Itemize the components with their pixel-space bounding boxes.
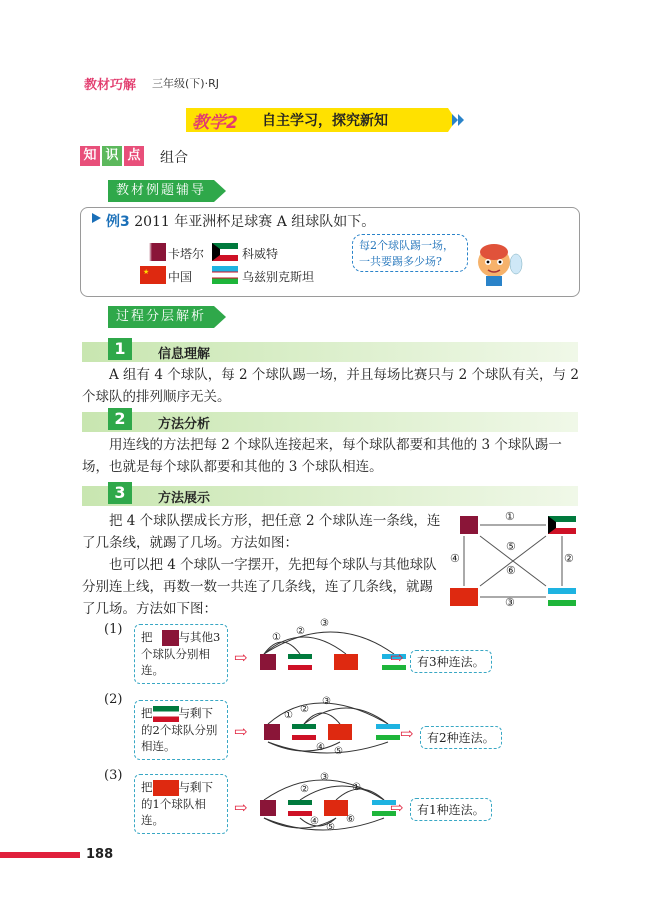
page-number: 188 — [86, 847, 114, 862]
china-flag-icon — [153, 780, 179, 796]
play-icon — [92, 213, 102, 223]
panel-index: (1) — [104, 622, 123, 637]
panel-index: (3) — [104, 768, 123, 783]
china-flag-icon — [140, 266, 166, 284]
uzbekistan-flag-icon — [212, 266, 238, 284]
arc-label: ③ — [322, 696, 331, 707]
arc-label: ① — [352, 782, 361, 793]
banner-text: 自主学习，探究新知 — [262, 113, 388, 129]
arrow-icon: ⇨ — [234, 798, 248, 817]
svg-text:★: ★ — [143, 268, 150, 276]
qatar-flag-icon — [153, 630, 179, 646]
arrow-icon: ⇨ — [234, 722, 248, 741]
team-qatar: 卡塔尔 — [168, 247, 205, 261]
knowledge-tag — [80, 146, 144, 166]
step-number: 2 — [108, 408, 132, 430]
step-number: 3 — [108, 482, 132, 504]
arc-label: ④ — [316, 742, 325, 753]
tab-process-analysis: 过程分层解析 — [108, 306, 214, 328]
book-brand: 教材巧解 — [84, 78, 137, 93]
num-mark: ⑥ — [506, 564, 516, 577]
num-mark: ⑤ — [506, 540, 516, 553]
method-paragraph-2: 也可以把 4 个球队一字摆开，先把每个球队与其他球队分别连上线，再数一数一共连了几条线，连了几条线，就踢了几场。方法如下图： — [82, 557, 437, 617]
cartoon-character-icon — [470, 238, 524, 288]
tag-char: 点 — [124, 146, 144, 166]
arc-label: ② — [296, 626, 305, 637]
tag-char: 识 — [102, 146, 122, 166]
arc-label: ⑥ — [346, 814, 355, 825]
panel-3-description: 把 与剩下的1个球队相连。 — [134, 774, 228, 834]
kuwait-flag-icon — [153, 706, 179, 722]
tab-example-guide: 教材例题辅导 — [108, 180, 214, 202]
arc-label: ① — [272, 632, 281, 643]
knowledge-title: 组合 — [160, 150, 188, 166]
example-label: 例3 — [106, 214, 130, 230]
num-mark: ① — [505, 510, 515, 523]
arrow-icon: ⇨ — [390, 798, 404, 817]
panel-index: (2) — [104, 692, 123, 707]
kuwait-flag-icon — [212, 243, 238, 261]
step-bar-2 — [82, 409, 578, 432]
question-bubble: 每2个球队踢一场，一共要踢多少场? — [352, 234, 468, 272]
panel-2-answer: 有2种连法。 — [420, 726, 502, 749]
step-number: 1 — [108, 338, 132, 360]
panel-1-answer: 有3种连法。 — [410, 650, 492, 673]
step-1-text: A 组有 4 个球队，每 2 个球队踢一场，并且每场比赛只与 2 个球队有关，与 2 个球队的排列顺序无关。 — [82, 367, 579, 405]
arc-label: ① — [284, 710, 293, 721]
footer-bar — [0, 852, 80, 858]
arc-label: ② — [300, 784, 309, 795]
step-label: 信息理解 — [158, 347, 211, 362]
qatar-flag-icon — [140, 243, 166, 261]
team-china: 中国 — [168, 270, 193, 284]
num-mark: ④ — [450, 552, 460, 565]
method-paragraph-1: 把 4 个球队摆成长方形，把任意 2 个球队连一条线，连了几条线，就踢了几场。方法如图： — [82, 513, 441, 551]
arc-label: ③ — [320, 772, 329, 783]
arrow-icon: ⇨ — [400, 724, 414, 743]
arc-label: ② — [300, 704, 309, 715]
step-bar-1 — [82, 339, 578, 362]
arc-label: ⑤ — [334, 746, 343, 757]
arc-label: ⑤ — [326, 822, 335, 833]
arrow-icon: ⇨ — [234, 648, 248, 667]
step-label: 方法展示 — [158, 491, 211, 506]
tag-char: 知 — [80, 146, 100, 166]
panel-2-description: 把 与剩下的2个球队分别相连。 — [134, 700, 228, 760]
arc-label: ④ — [310, 816, 319, 827]
arrow-icon: ⇨ — [390, 648, 404, 667]
num-mark: ③ — [505, 596, 515, 609]
team-kuwait: 科威特 — [242, 247, 279, 261]
panel-3-answer: 有1种连法。 — [410, 798, 492, 821]
num-mark: ② — [564, 552, 574, 565]
step-2-text: 用连线的方法把每 2 个球队连接起来，每个球队都要和其他的 3 个球队踢一场，也就是每个球队都要和其他的 3 个球队相连。 — [82, 437, 562, 475]
banner-label: 教学2 — [192, 113, 238, 133]
example-title: 2011 年亚洲杯足球赛 A 组球队如下。 — [134, 214, 376, 230]
book-subtitle: 三年级(下)·RJ — [152, 77, 219, 90]
step-label: 方法分析 — [158, 417, 211, 432]
step-bar-3 — [82, 483, 578, 506]
panel-1-description: 把 与其他3个球队分别相连。 — [134, 624, 228, 684]
team-uzbekistan: 乌兹别克斯坦 — [242, 270, 315, 284]
arc-label: ③ — [320, 618, 329, 629]
